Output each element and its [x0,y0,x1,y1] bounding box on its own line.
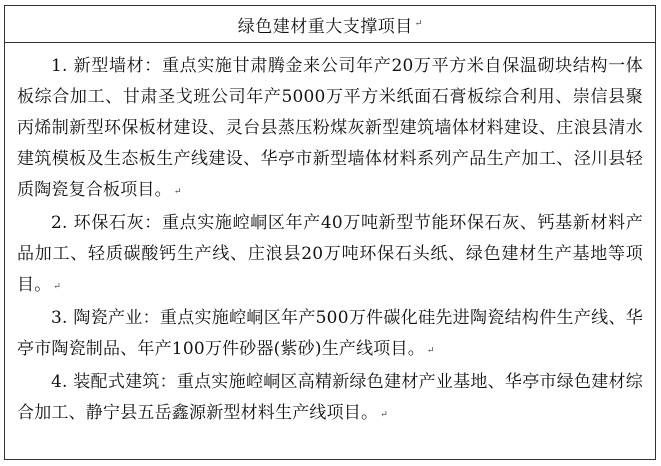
table-title: 绿色建材重大支撑项目 [237,16,413,37]
item-prefab-building [17,367,643,431]
paragraph-mark-icon: ↵ [53,282,61,292]
item-text: 2. 环保石灰：重点实施崆峒区年产40万吨新型节能环保石灰、钙基新材料产品加工、轻质碳酸钙生产线、庄浪县20万吨环保石头纸、绿色建材生产基地等项目。 [17,213,643,295]
paragraph-mark-icon: ↵ [173,187,182,197]
paragraph-mark-icon: ↵ [380,410,388,420]
project-table [4,5,656,460]
table-body [5,43,655,431]
paragraph-mark-icon: ↵ [426,346,435,356]
item-text: 3. 陶瓷产业：重点实施崆峒区年产500万件碳化硅先进陶瓷结构件生产线、华亭市陶瓷制品、年产100万件砂器(紫砂)生产线项目。 [17,308,643,359]
table-header [5,6,655,43]
item-eco-lime [17,208,643,303]
item-ceramics-industry [17,303,643,367]
item-new-wall-materials [17,51,643,208]
paragraph-mark-icon: ↵ [414,19,423,29]
item-text: 1. 新型墙材：重点实施甘肃腾金来公司年产20万平方米自保温砌块结构一体板综合加工、甘肃圣戈班公司年产5000万平方米纸面石膏板综合利用、崇信县聚丙烯制新型环保板材建设、灵台县蒸压粉煤灰新型建筑墙体材料建设、庄浪县清水建筑模板及生态板生产线建设、华亭市新型墙体材料系列产品生产加工、泾川县轻质陶瓷复合板项目。 [17,56,643,200]
item-text: 4. 装配式建筑：重点实施崆峒区高精新绿色建材产业基地、华亭市绿色建材综合加工、静宁县五岳鑫源新型材料生产线项目。 [17,372,643,423]
